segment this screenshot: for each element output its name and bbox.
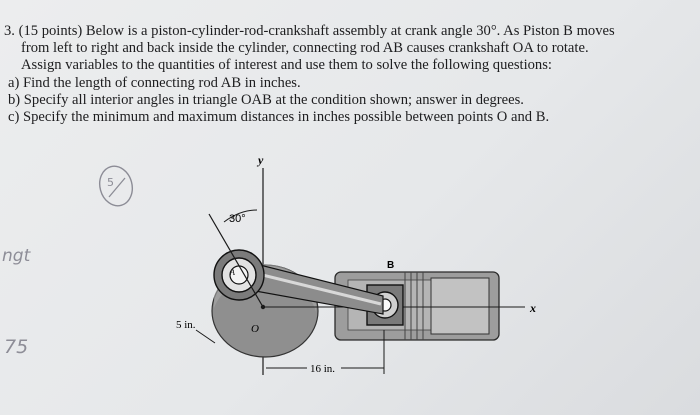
problem-line-2: from left to right and back inside the cylinder, connecting rod AB causes crankshaft OA to rotate. [21,40,589,57]
point-a-label: A [230,268,235,277]
margin-number-handwriting: 75 [4,336,29,358]
x-axis-label: x [530,301,536,315]
margin-word-handwriting: ngt [2,246,31,266]
problem-line-3: Assign variables to the quantities of interest and use them to solve the following questions: [21,57,552,74]
point-o-label: O [251,323,259,335]
question-c: c) Specify the minimum and maximum distances in inches possible between points O and B. [8,109,550,126]
question-a: a) Find the length of connecting rod AB in inches. [8,74,301,91]
circled-score-text: 5 [107,176,114,189]
distance-label: 16 in. [310,363,336,375]
point-b-label: B [387,260,395,271]
y-axis-label: y [258,153,264,167]
radius-label: 5 in. [176,319,196,331]
angle-label: 30° [229,213,246,225]
problem-line-1: 3. (15 points) Below is a piston-cylinder-rod-crankshaft assembly at crank angle 30°. As Piston B moves [4,23,615,39]
point-o [261,305,265,309]
circled-score-mark [95,163,136,210]
radius-dimension [196,330,215,343]
question-b: b) Specify all interior angles in triangle OAB at the condition shown; answer in degrees. [8,91,524,108]
